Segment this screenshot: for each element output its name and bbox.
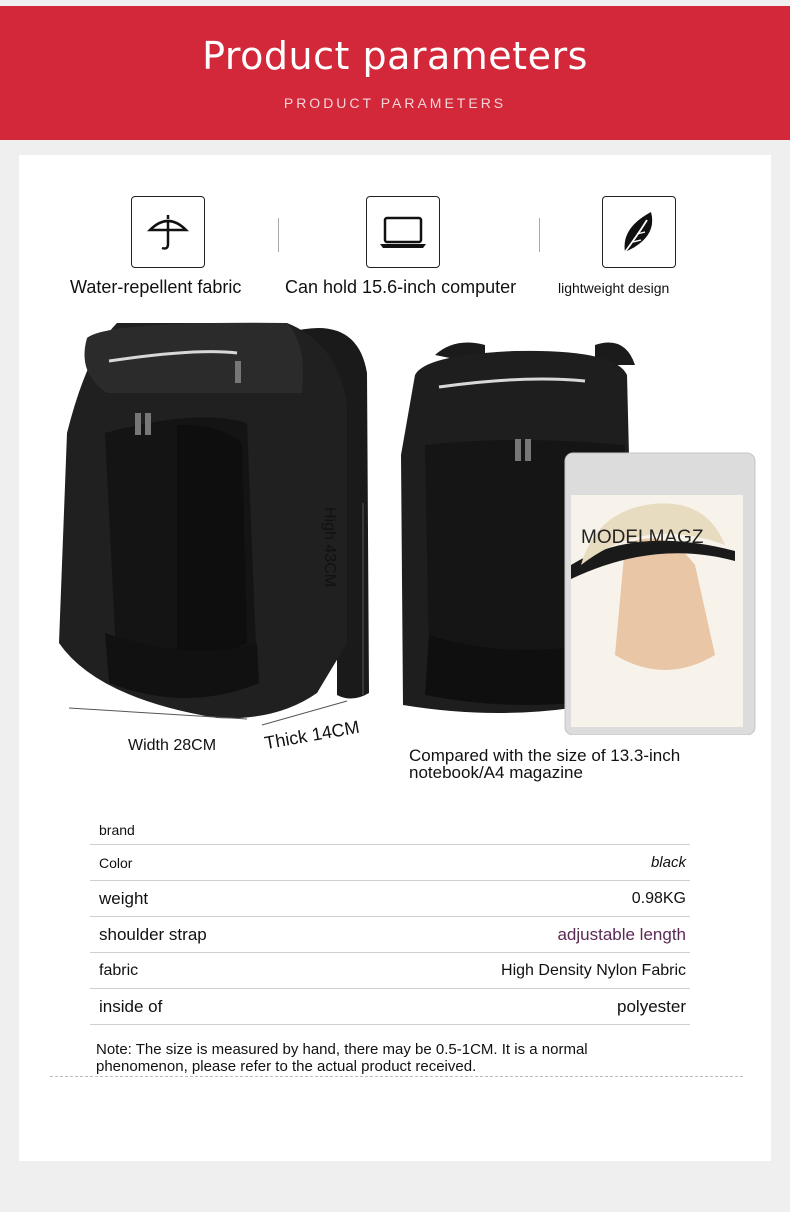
- size-note: Note: The size is measured by hand, there may be 0.5-1CM. It is a normal phenomenon, please refer to the actual product received.: [96, 1041, 588, 1075]
- spec-value: adjustable length: [557, 924, 686, 944]
- feature-label-lightweight: lightweight design: [558, 280, 670, 296]
- thick-label: Thick 14CM: [262, 716, 361, 754]
- width-label: Width 28CM: [128, 737, 217, 754]
- backpack-front-image: [47, 313, 397, 733]
- feature-laptop: [366, 196, 440, 268]
- spec-row-color: [90, 845, 690, 881]
- spec-value: black: [650, 854, 686, 871]
- spec-key: fabric: [99, 961, 139, 979]
- header-banner: [0, 6, 790, 140]
- backpack-comparison-image: [395, 335, 765, 735]
- comparison-caption-line1: Compared with the size of 13.3-inch: [409, 746, 681, 765]
- page-subtitle: PRODUCT PARAMETERS: [283, 95, 507, 111]
- spec-row-weight: [90, 881, 690, 917]
- spec-key: inside of: [99, 996, 163, 1016]
- spec-key: Color: [99, 854, 133, 871]
- spec-key: brand: [99, 821, 135, 838]
- feature-divider: [539, 218, 540, 252]
- feature-label-laptop: Can hold 15.6-inch computer: [285, 277, 517, 297]
- dashed-divider: [50, 1076, 743, 1077]
- spec-row-fabric: [90, 953, 690, 989]
- height-label: High 43CM: [321, 507, 338, 588]
- feature-leaf: [602, 196, 676, 268]
- spec-key: shoulder strap: [99, 924, 207, 944]
- spec-key: weight: [99, 888, 149, 908]
- feature-umbrella: [131, 196, 205, 268]
- comparison-caption: [409, 747, 680, 781]
- spec-row-brand: [90, 815, 690, 845]
- product-card: [19, 155, 771, 1161]
- leaf-icon: [617, 208, 661, 256]
- spec-value: High Density Nylon Fabric: [501, 961, 686, 979]
- magazine-title: MODELMAGZ: [581, 527, 704, 548]
- feature-divider: [278, 218, 279, 252]
- spec-value: 0.98KG: [631, 889, 686, 907]
- spec-row-shoulder-strap: [90, 917, 690, 953]
- umbrella-icon: [146, 210, 190, 254]
- feature-label-water: Water-repellent fabric: [70, 277, 242, 297]
- laptop-icon: [377, 212, 429, 252]
- page-title: Product parameters: [202, 34, 588, 78]
- comparison-caption-line2: notebook/A4 magazine: [409, 763, 583, 782]
- spec-row-inside: [90, 989, 690, 1025]
- spec-table: [90, 815, 690, 1025]
- spec-value: polyester: [617, 996, 686, 1016]
